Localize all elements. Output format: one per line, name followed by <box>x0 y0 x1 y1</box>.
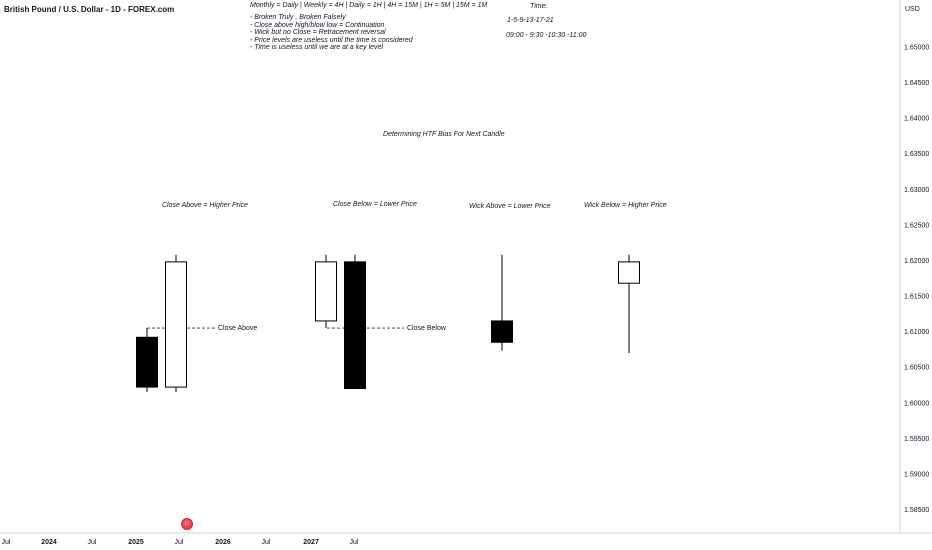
candles <box>137 255 640 392</box>
bearish-candle <box>345 255 366 389</box>
annotation-wick-above-lower: Wick Above = Lower Price <box>469 203 551 210</box>
time-tick-label: 2025 <box>128 539 144 546</box>
note-line: - Price levels are useless until the time is considered <box>250 36 413 44</box>
price-tick-label: 1.62000 <box>904 257 930 265</box>
time-axis[interactable] <box>2 539 359 546</box>
annotation-close-above-higher: Close Above = Higher Price <box>162 202 248 209</box>
symbol-title[interactable]: British Pound / U.S. Dollar - 1D - FOREX.com <box>4 5 175 14</box>
price-tick-label: 1.63500 <box>904 151 930 159</box>
time-tick-label: Jul <box>261 539 271 546</box>
time-numbers: 1-5-9-13-17-21 <box>507 17 554 24</box>
price-tick-label: 1.61500 <box>904 293 930 301</box>
note-line: Monthly = Daily | Weekly = 4H | Daily = 1H | 4H = 15M | 1H = 5M | 15M = 1M <box>250 2 488 9</box>
notes-text <box>250 2 487 51</box>
candle-body <box>137 337 158 387</box>
note-line: - Broken Truly , Broken Falsely <box>250 14 346 22</box>
bearish-candle <box>492 255 513 351</box>
bearish-candle <box>137 328 158 392</box>
bullish-candle <box>316 255 337 328</box>
price-tick-label: 1.60000 <box>904 400 930 408</box>
annotation-wick-below-higher: Wick Below = Higher Price <box>584 202 667 209</box>
price-axis[interactable] <box>904 45 929 514</box>
bullish-candle <box>166 255 187 392</box>
price-tick-label: 1.58500 <box>904 506 930 514</box>
price-tick-label: 1.62500 <box>904 222 930 230</box>
time-label: Time: <box>530 3 548 10</box>
price-tick-label: 1.59500 <box>904 435 930 443</box>
close-below-label: Close Below <box>407 325 446 332</box>
bullish-candle <box>619 255 640 353</box>
time-tick-label: 2027 <box>303 539 319 546</box>
time-tick-label: Jul <box>174 539 184 546</box>
us-flag-icon[interactable]: ⚐ <box>181 518 193 530</box>
time-tick-label: Jul <box>349 539 359 546</box>
candle-body <box>345 262 366 389</box>
time-values: 09:00 - 9:30 -10:30 -11:00 <box>506 32 587 39</box>
time-tick-label: 2026 <box>215 539 231 546</box>
price-tick-label: 1.59000 <box>904 471 930 479</box>
main-title: Determining HTF Bias For Next Candle <box>383 131 505 138</box>
candle-body <box>492 321 513 342</box>
candle-body <box>619 262 640 283</box>
time-tick-label: Jul <box>1 539 11 546</box>
candle-body <box>316 262 337 321</box>
price-tick-label: 1.60500 <box>904 364 930 372</box>
price-tick-label: 1.64000 <box>904 115 930 123</box>
note-line: - Wick but no Close = Retracement reversal <box>250 29 386 37</box>
time-tick-label: 2024 <box>41 539 57 546</box>
close-above-label: Close Above <box>218 325 258 332</box>
annotation-close-below-lower: Close Below = Lower Price <box>333 201 417 208</box>
price-tick-label: 1.61000 <box>904 329 930 337</box>
price-tick-label: 1.63000 <box>904 186 930 194</box>
currency-label[interactable]: USD <box>905 6 920 13</box>
candle-body <box>166 262 187 387</box>
time-tick-label: Jul <box>87 539 97 546</box>
note-line: - Close above high/blow low = Continuation <box>250 21 385 29</box>
note-line: - Time is useless until we are at a key level <box>250 44 383 52</box>
price-tick-label: 1.64500 <box>904 80 930 88</box>
price-tick-label: 1.65000 <box>904 44 930 52</box>
